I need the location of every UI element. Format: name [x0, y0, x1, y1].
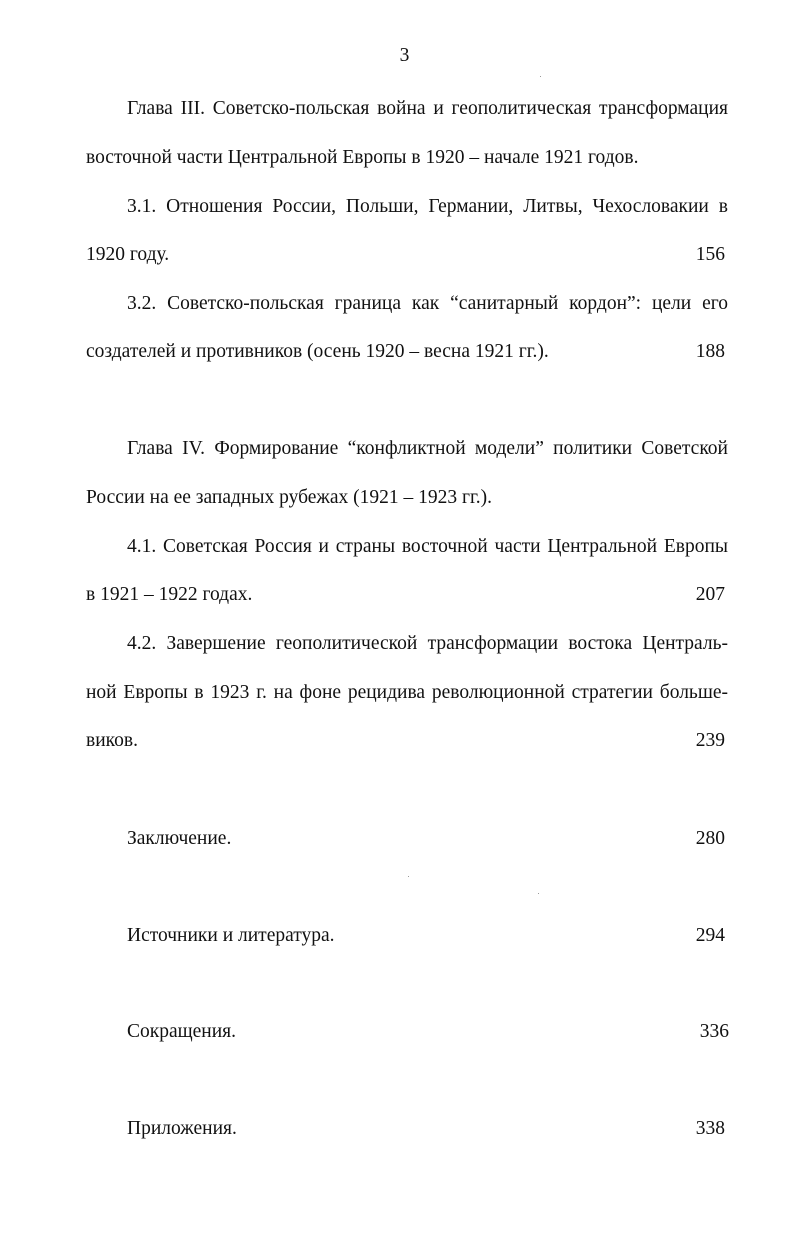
- section-4-1-line-2: в 1921 – 1922 годах.: [86, 584, 253, 605]
- section-3-1-line-1: 3.1. Отношения России, Польши, Германии, Литвы, Чехословакии в: [127, 196, 728, 217]
- conclusion-page: 280: [695, 828, 725, 849]
- section-4-2-line-3: виков.: [86, 730, 138, 751]
- scan-speck: [538, 893, 539, 894]
- section-3-1-page: 156: [695, 244, 725, 265]
- chapter-3-title-line-2: восточной части Центральной Европы в 1920 – начале 1921 годов.: [86, 147, 639, 168]
- section-3-2-line-2: создателей и противников (осень 1920 – весна 1921 гг.).: [86, 341, 549, 362]
- appendices-label: Приложения.: [127, 1118, 237, 1139]
- scan-speck: [408, 876, 409, 877]
- section-3-2-line-1: 3.2. Советско-польская граница как “санитарный кордон”: цели его: [127, 293, 728, 314]
- abbreviations-page: 336: [699, 1021, 729, 1042]
- section-4-2-page: 239: [695, 730, 725, 751]
- scan-speck: [540, 76, 541, 77]
- sources-page: 294: [695, 925, 725, 946]
- chapter-4-title-line-1: Глава IV. Формирование “конфликтной модели” политики Советской: [127, 438, 728, 459]
- chapter-4-title-line-2: России на ее западных рубежах (1921 – 1923 гг.).: [86, 487, 493, 508]
- section-3-2-page: 188: [695, 341, 725, 362]
- section-4-2-line-1: 4.2. Завершение геополитической трансформации востока Централь-: [127, 633, 728, 654]
- appendices-page: 338: [695, 1118, 725, 1139]
- sources-label: Источники и литература.: [127, 925, 335, 946]
- section-4-1-page: 207: [695, 584, 725, 605]
- section-4-2-line-2: ной Европы в 1923 г. на фоне рецидива революционной стратегии больше-: [86, 682, 728, 703]
- conclusion-label: Заключение.: [127, 828, 232, 849]
- page-number: 3: [399, 45, 410, 66]
- section-3-1-line-2: 1920 году.: [86, 244, 170, 265]
- abbreviations-label: Сокращения.: [127, 1021, 237, 1042]
- chapter-3-title-line-1: Глава III. Советско-польская война и геополитическая трансформация: [127, 98, 728, 119]
- section-4-1-line-1: 4.1. Советская Россия и страны восточной части Центральной Европы: [127, 536, 728, 557]
